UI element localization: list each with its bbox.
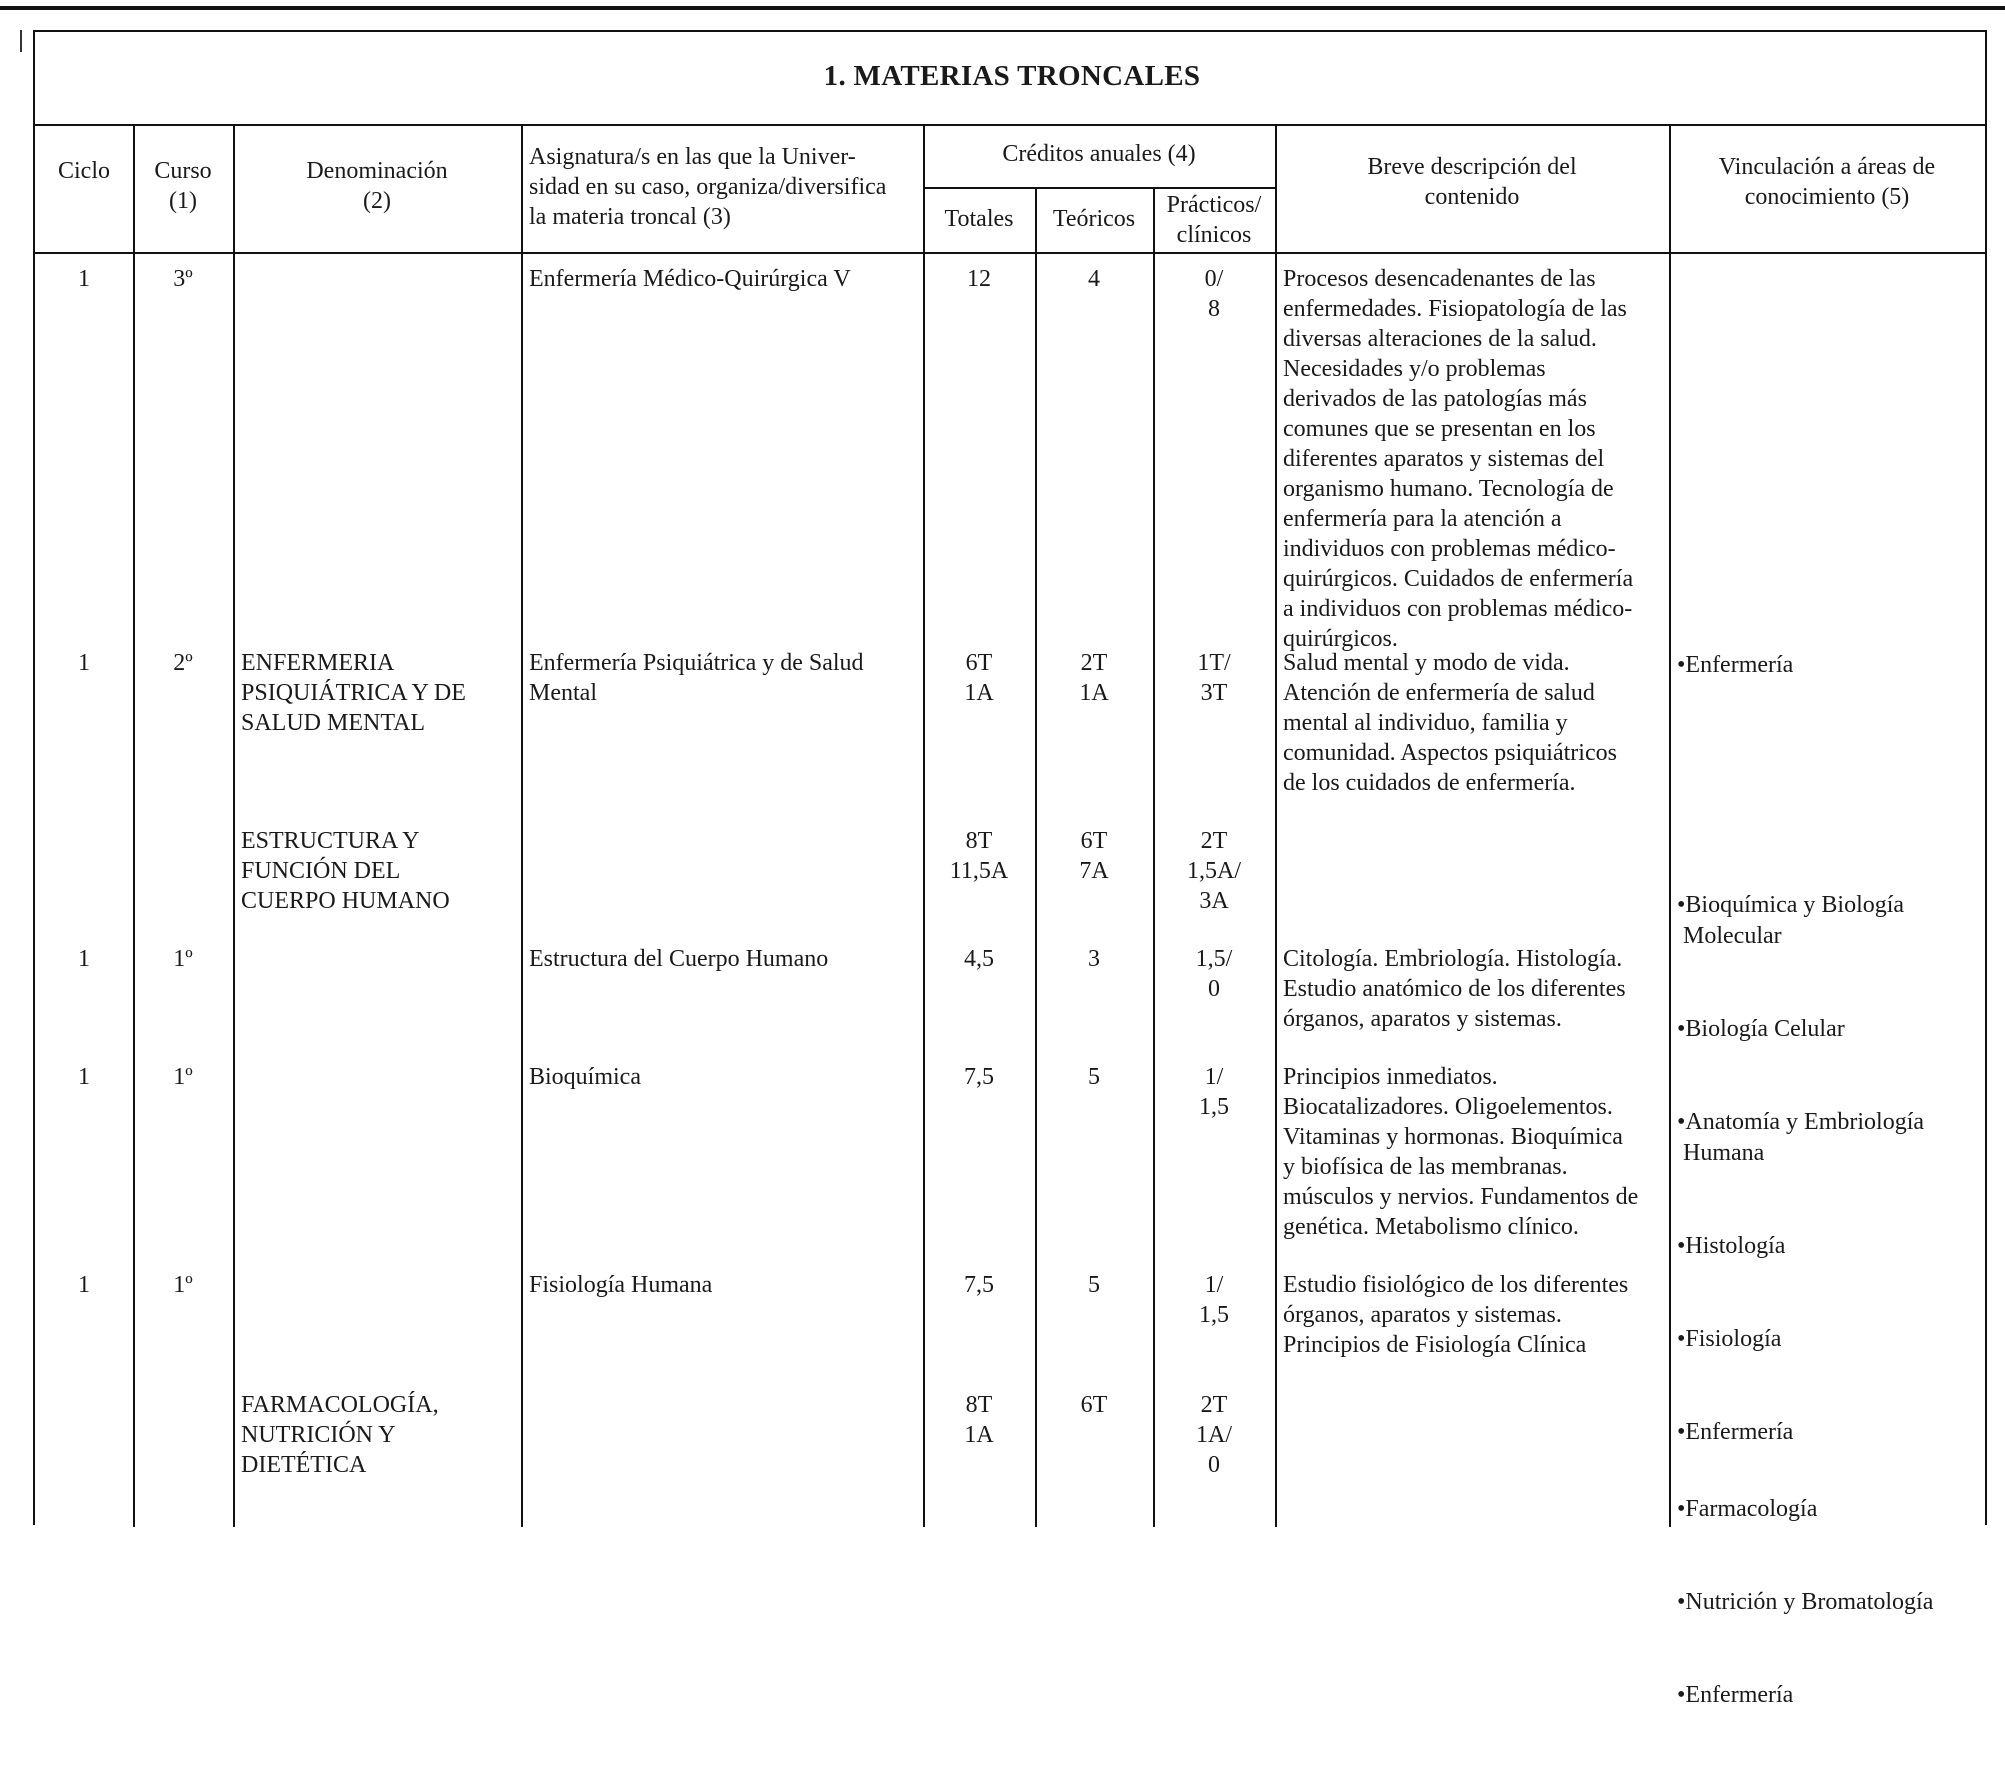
cell-ciclo: 1 <box>78 946 90 972</box>
cell-practicos: 1T/ 3T <box>1197 650 1231 706</box>
header-denominacion: Denominación (2) <box>306 158 448 214</box>
list-item: •Histología <box>1677 1233 1786 1259</box>
cell-curso: 1º <box>173 1272 193 1298</box>
cell-teoricos: 4 <box>1088 266 1100 292</box>
cell-asignatura: Fisiología Humana <box>529 1272 713 1298</box>
cell-descripcion: Principios inmediatos. Biocatalizadores. Oligoelementos. Vitaminas y hormonas. Bioquímica y biofísica de las membranas. músculos y nervios. Fundamentos de genética. Metabolismo clínico. <box>1283 1064 1639 1240</box>
cell-totales: 4,5 <box>964 946 994 972</box>
cell-denominacion: ENFERMERIA PSIQUIÁTRICA Y DE SALUD MENTAL <box>241 650 466 736</box>
cell-curso: 1º <box>173 1064 193 1090</box>
cell-teoricos: 6T <box>1080 1392 1108 1418</box>
cell-denominacion: FARMACOLOGÍA, NUTRICIÓN Y DIETÉTICA <box>241 1392 439 1478</box>
cell-curso: 1º <box>173 946 193 972</box>
cell-asignatura: Enfermería Psiquiátrica y de Salud Mental <box>529 650 864 706</box>
cell-vinculacion <box>1677 1432 1933 1773</box>
cell-totales: 12 <box>967 266 991 292</box>
list-item: •Bioquímica y Biología Molecular <box>1677 892 1905 949</box>
cell-practicos: 1/ 1,5 <box>1199 1064 1229 1120</box>
cell-totales: 7,5 <box>964 1064 994 1090</box>
list-item: •Fisiología <box>1677 1326 1782 1352</box>
cell-practicos: 1/ 1,5 <box>1199 1272 1229 1328</box>
table-title: 1. MATERIAS TRONCALES <box>823 60 1201 92</box>
col-line-3 <box>521 124 523 1527</box>
cell-ciclo: 1 <box>78 266 90 292</box>
cell-ciclo: 1 <box>78 1064 90 1090</box>
header-creditos: Créditos anuales (4) <box>1002 141 1196 167</box>
cell-teoricos: 5 <box>1088 1272 1100 1298</box>
cell-curso: 2º <box>173 650 193 676</box>
list-item: •Enfermería <box>1677 1682 1794 1708</box>
cell-totales: 8T 1A <box>964 1392 994 1448</box>
cell-teoricos: 6T 7A <box>1079 828 1109 884</box>
cell-vinculacion <box>1677 828 1924 1510</box>
cell-asignatura: Enfermería Médico-Quirúrgica V <box>529 266 851 292</box>
list-item: •Nutrición y Bromatología <box>1677 1589 1934 1615</box>
margin-mark <box>20 30 22 52</box>
cell-totales: 8T 11,5A <box>949 828 1009 884</box>
title-divider <box>35 124 1985 126</box>
cell-asignatura: Bioquímica <box>529 1064 641 1090</box>
cell-practicos: 1,5/ 0 <box>1195 946 1233 1002</box>
header-totales: Totales <box>944 206 1014 232</box>
list-item: •Anatomía y Embriología Humana <box>1677 1109 1925 1166</box>
header-asignatura: Asignatura/s en las que la Univer- sidad en su caso, organiza/diversifica la materia troncal (3) <box>529 144 887 230</box>
cell-descripcion: Citología. Embriología. Histología. Estudio anatómico de los diferentes órganos, aparatos y sistemas. <box>1283 946 1626 1032</box>
header-descripcion: Breve descripción del contenido <box>1367 154 1577 210</box>
cell-curso: 3º <box>173 266 193 292</box>
header-practicos: Prácticos/ clínicos <box>1166 192 1262 248</box>
header-teoricos: Teóricos <box>1052 206 1136 232</box>
list-item: •Enfermería <box>1677 1419 1794 1445</box>
cell-totales: 6T 1A <box>964 650 994 706</box>
cell-descripcion: Estudio fisiológico de los diferentes órganos, aparatos y sistemas. Principios de Fisiología Clínica <box>1283 1272 1629 1358</box>
cell-teoricos: 5 <box>1088 1064 1100 1090</box>
header-vinculacion: Vinculación a áreas de conocimiento (5) <box>1718 154 1936 210</box>
header-ciclo: Ciclo <box>58 158 110 184</box>
top-rule <box>0 6 2005 10</box>
col-line-8 <box>1669 124 1671 1527</box>
cell-denominacion: ESTRUCTURA Y FUNCIÓN DEL CUERPO HUMANO <box>241 828 450 914</box>
header-divider <box>35 252 1985 254</box>
cell-descripcion: Procesos desencadenantes de las enfermedades. Fisiopatología de las diversas alteraciones de la salud. Necesidades y/o problemas derivados de las patologías más comunes que se presentan en los diferentes aparatos y sistemas del organismo humano. Tecnología de enfermería para la atención a individuos con problemas médico- quirúrgicos. Cuidados de enfermería a individuos con problemas médico- quirúrgicos. <box>1283 266 1634 652</box>
troncales-table <box>33 30 1987 1708</box>
cell-ciclo: 1 <box>78 650 90 676</box>
cell-teoricos: 2T 1A <box>1079 650 1109 706</box>
cell-descripcion: Salud mental y modo de vida. Atención de enfermería de salud mental al individuo, familia y comunidad. Aspectos psiquiátricos de los cuidados de enfermería. <box>1283 650 1617 796</box>
creditos-divider <box>923 187 1275 189</box>
header-curso: Curso (1) <box>154 158 212 214</box>
cell-practicos: 0/ 8 <box>1204 266 1224 322</box>
cell-ciclo: 1 <box>78 1272 90 1298</box>
cell-vinculacion: •Enfermería <box>1677 652 1794 678</box>
col-line-2 <box>233 124 235 1527</box>
cell-totales: 7,5 <box>964 1272 994 1298</box>
col-line-1 <box>133 124 135 1527</box>
cell-teoricos: 3 <box>1088 946 1100 972</box>
cell-asignatura: Estructura del Cuerpo Humano <box>529 946 829 972</box>
cell-practicos: 2T 1A/ 0 <box>1196 1392 1232 1478</box>
col-line-7 <box>1275 124 1277 1527</box>
cell-practicos: 2T 1,5A/ 3A <box>1187 828 1241 914</box>
list-item: •Farmacología <box>1677 1496 1818 1522</box>
list-item: •Biología Celular <box>1677 1016 1845 1042</box>
